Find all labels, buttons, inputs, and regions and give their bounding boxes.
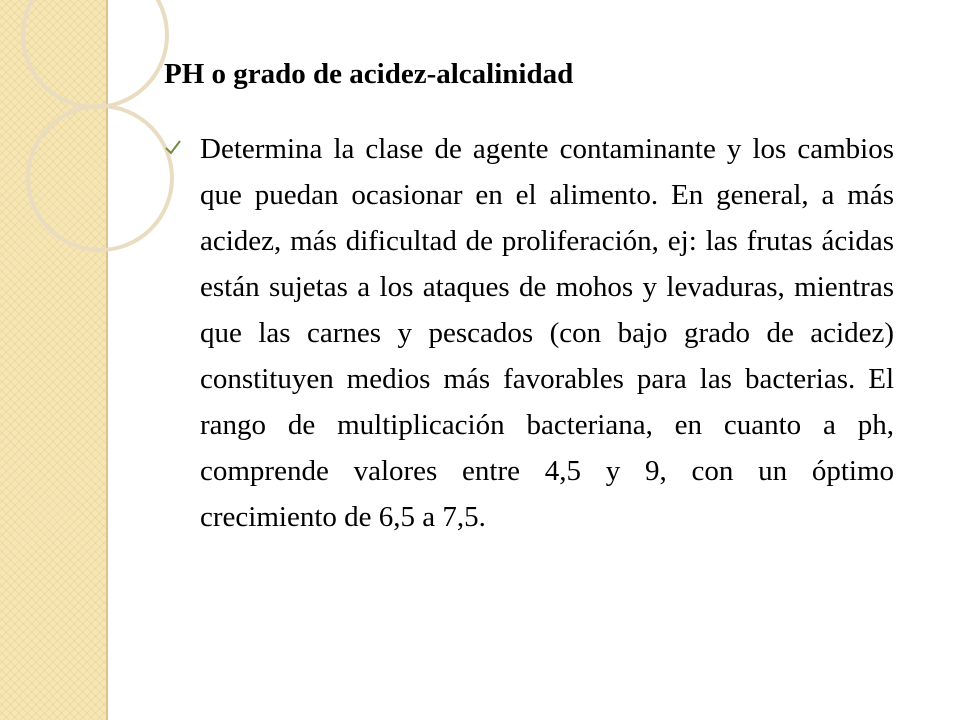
check-icon <box>164 138 182 156</box>
slide-title: PH o grado de acidez-alcalinidad <box>164 58 574 90</box>
bullet-item <box>164 126 894 540</box>
bullet-text: Determina la clase de agente contaminante y los cambios que puedan ocasionar en el alimento. En general, a más acidez, más dificultad de proliferación, ej: las frutas ácidas están sujetas a los ataques de mohos y levaduras, mientras que las carnes y pescados (con bajo grado de acidez) constituyen medios más favorables para las bacterias. El rango de multiplicación bacteriana, en cuanto a ph, comprende valores entre 4,5 y 9, con un óptimo crecimiento de 6,5 a 7,5. <box>200 133 894 533</box>
decorative-circle-large <box>23 0 167 107</box>
decorative-circle-small <box>28 106 172 250</box>
